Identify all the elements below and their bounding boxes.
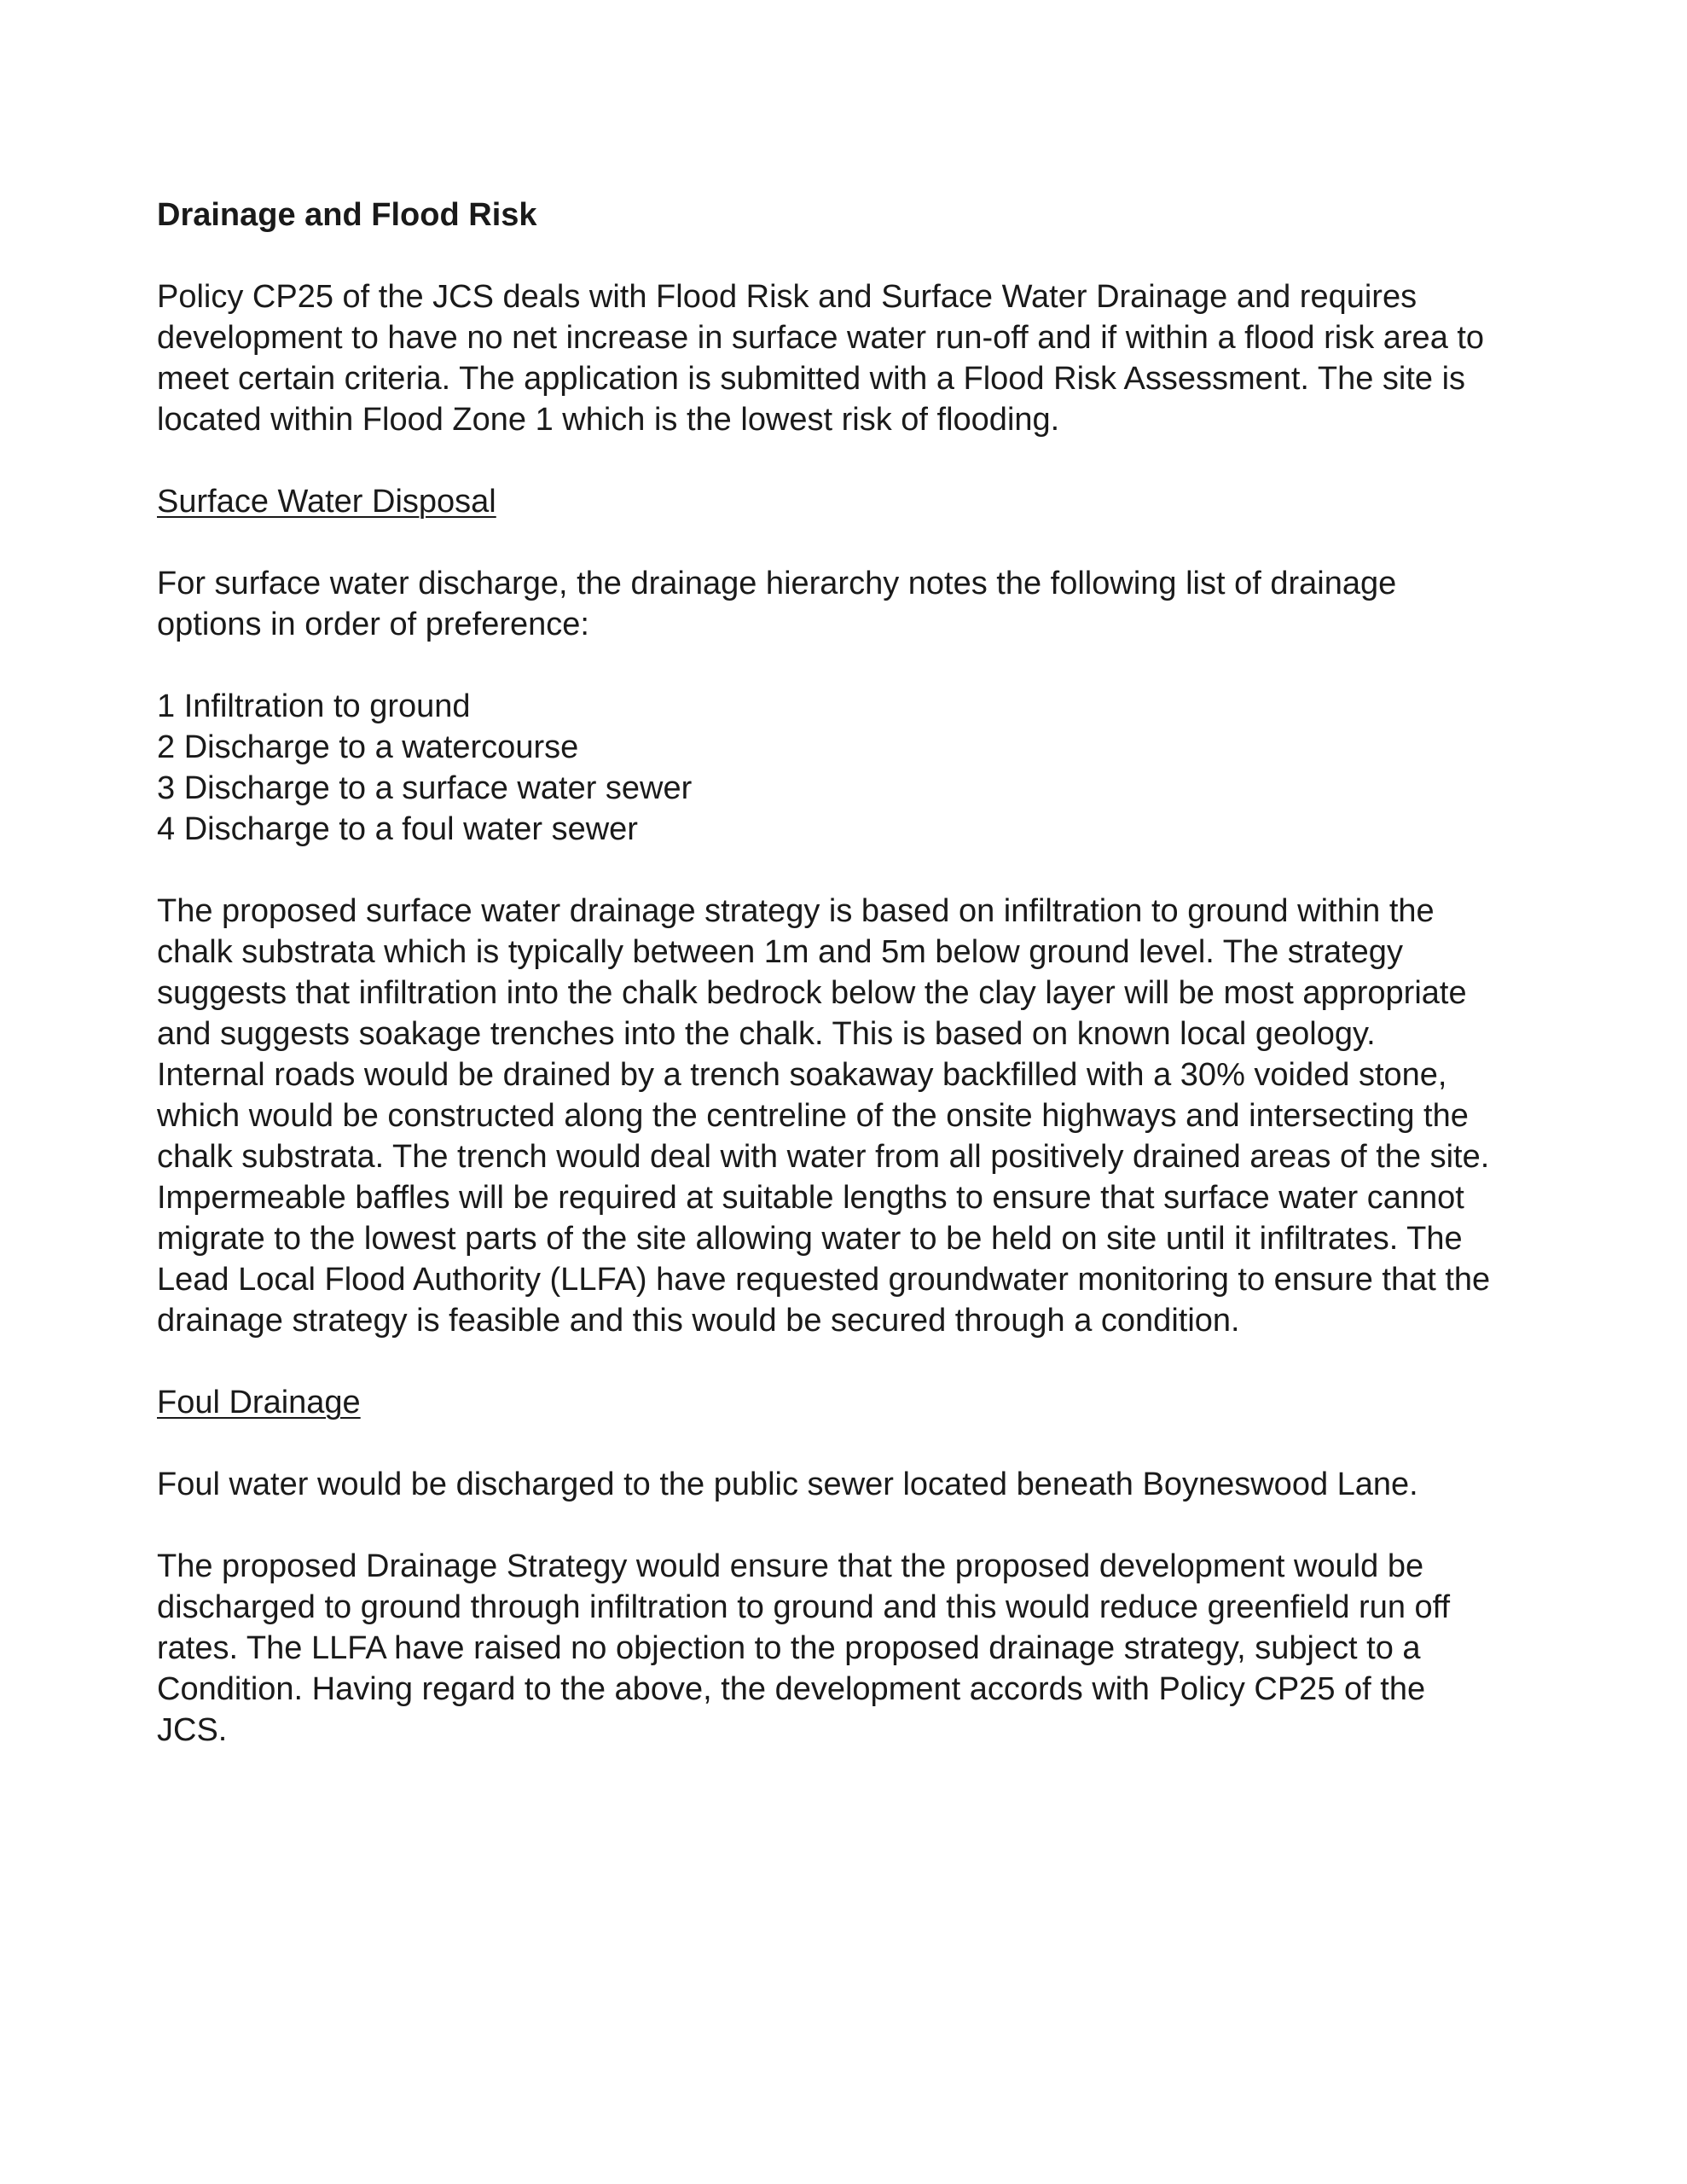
section-heading-surface-water: Surface Water Disposal [157, 484, 496, 520]
surface-water-strategy-paragraph [157, 891, 1556, 1341]
section-heading-foul-drainage: Foul Drainage [157, 1385, 361, 1420]
text-line: drainage strategy is feasible and this would be secured through a condition. [157, 1303, 1240, 1339]
list-item: 4 Discharge to a foul water sewer [157, 811, 638, 847]
text-line: Impermeable baffles will be required at suitable lengths to ensure that surface water cannot [157, 1180, 1464, 1216]
text-line: chalk substrata which is typically between 1m and 5m below ground level. The strategy [157, 934, 1403, 970]
text-line: Internal roads would be drained by a trench soakaway backfilled with a 30% voided stone, [157, 1057, 1447, 1093]
text-line: discharged to ground through infiltration to ground and this would reduce greenfield run off [157, 1589, 1451, 1625]
intro-paragraph [157, 276, 1556, 440]
list-item: 2 Discharge to a watercourse [157, 729, 579, 765]
text-line: and suggests soakage trenches into the chalk. This is based on known local geology. [157, 1016, 1376, 1052]
list-item: 3 Discharge to a surface water sewer [157, 770, 693, 806]
text-line: suggests that infiltration into the chalk bedrock below the clay layer will be most appropriate [157, 975, 1467, 1011]
text-line: options in order of preference: [157, 607, 589, 642]
text-line: Condition. Having regard to the above, the development accords with Policy CP25 of the [157, 1671, 1426, 1707]
text-line: Policy CP25 of the JCS deals with Flood Risk and Surface Water Drainage and requires [157, 279, 1417, 315]
conclusion-paragraph [157, 1546, 1556, 1751]
text-line: The proposed surface water drainage strategy is based on infiltration to ground within the [157, 893, 1435, 929]
text-line: JCS. [157, 1712, 228, 1748]
text-line: Foul water would be discharged to the public sewer located beneath Boyneswood Lane. [157, 1467, 1418, 1502]
text-line: meet certain criteria. The application is submitted with a Flood Risk Assessment. The site is [157, 361, 1466, 397]
text-line: located within Flood Zone 1 which is the lowest risk of flooding. [157, 402, 1060, 438]
surface-water-intro [157, 563, 1556, 645]
list-item: 1 Infiltration to ground [157, 688, 471, 724]
document-body [157, 195, 1556, 1792]
text-line: development to have no net increase in surface water run-off and if within a flood risk area to [157, 320, 1485, 356]
drainage-options-list [157, 686, 1556, 850]
text-line: migrate to the lowest parts of the site allowing water to be held on site until it infiltrates. The [157, 1221, 1463, 1257]
text-line: which would be constructed along the centreline of the onsite highways and intersecting the [157, 1098, 1469, 1134]
text-line: Lead Local Flood Authority (LLFA) have requested groundwater monitoring to ensure that the [157, 1262, 1491, 1298]
text-line: For surface water discharge, the drainage hierarchy notes the following list of drainage [157, 566, 1397, 601]
page-title: Drainage and Flood Risk [157, 197, 537, 233]
foul-drainage-paragraph [157, 1464, 1556, 1505]
text-line: rates. The LLFA have raised no objection to the proposed drainage strategy, subject to a [157, 1630, 1421, 1666]
text-line: chalk substrata. The trench would deal with water from all positively drained areas of the site. [157, 1139, 1490, 1175]
text-line: The proposed Drainage Strategy would ensure that the proposed development would be [157, 1548, 1424, 1584]
